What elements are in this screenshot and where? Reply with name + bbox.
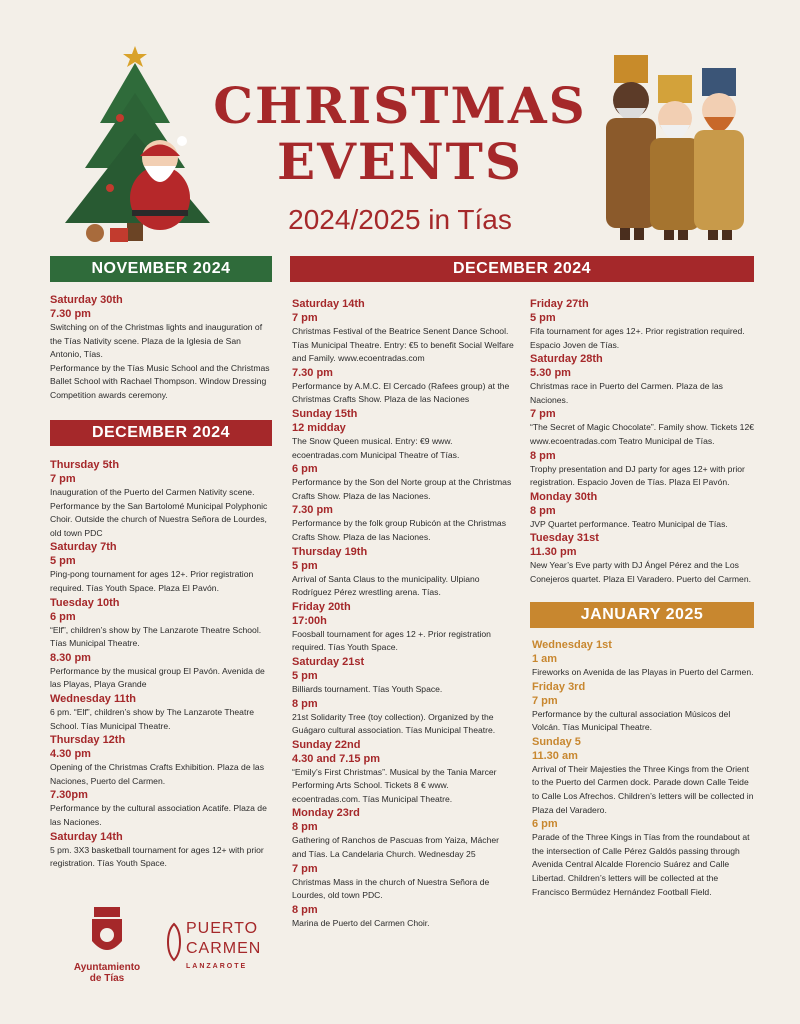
event-heading: 17:00h (292, 614, 327, 627)
event-heading: 5 pm (530, 312, 556, 324)
event-text: Performance by A.M.C. El Cercado (Rafees group) at the Christmas Crafts Show. Plaza de las Naciones (292, 380, 510, 405)
event-heading: 5 pm (50, 555, 76, 568)
event-heading: 6 pm (50, 610, 76, 623)
event-heading: 8 pm (530, 504, 556, 517)
event-text: Arrival of Santa Claus to the municipality. Ulpiano Rodríguez Pérez wrestling arena. Tías. (292, 573, 480, 598)
event-heading: 7 pm (292, 862, 318, 875)
event-text: Ping-pong tournament for ages 12+. Prior registration required. Tías Youth Space. Plaza El Pavón. (50, 569, 254, 593)
event-heading: Tuesday 10th (50, 596, 120, 609)
event-text: New Year’s Eve party with DJ Ángel Pérez and the Los Conejeros quartet. Plaza El Varadero. Puerto del Carmen. (530, 560, 752, 584)
event-heading: 4.30 pm (50, 748, 91, 761)
event-heading: Saturday 14th (50, 830, 123, 843)
event-text: “Elf”, children’s show by The Lanzarote Theatre School. Tías Municipal Theatre. (50, 624, 262, 649)
january-column (532, 638, 754, 899)
event-heading: 11.30 am (532, 749, 578, 762)
ayuntamiento-line-1: Ayuntamiento (73, 962, 141, 973)
event-heading: 8 pm (292, 903, 318, 916)
event-heading: Sunday 22nd (292, 738, 361, 751)
ayuntamiento-crest-icon (88, 905, 126, 961)
event-text: “The Secret of Magic Chocolate”. Family show. Tickets 12€ www.ecoentradas.com Teatro Municipal de Tías. (530, 422, 755, 446)
event-heading: 8 pm (530, 449, 556, 462)
event-text: Performance by the Tías Music School and the Christmas Ballet School with Rachael Thompson. Window Dressing Competition awards ceremony. (50, 362, 270, 400)
event-text: Gathering of Ranchos de Pascuas from Yaiza, Mácher and Tías. La Candelaria Church. Wednesday 25 (292, 835, 499, 860)
event-heading: 7.30 pm (50, 308, 91, 320)
event-text: Performance by the musical group El Pavón. Avenida de las Playas, Playa Grande (50, 665, 265, 690)
event-heading: Sunday 5 (532, 735, 581, 748)
event-text: Performance by the Son del Norte group at the Christmas Crafts Show. Plaza de las Naciones. (292, 477, 512, 501)
event-text: 21st Solidarity Tree (toy collection). Organized by the Guágaro cultural association. Tías Municipal Theatre. (292, 711, 496, 736)
event-heading: Saturday 7th (50, 541, 117, 554)
event-text: Christmas race in Puerto del Carmen. Plaza de las Naciones. (530, 381, 723, 405)
event-heading: Saturday 14th (292, 298, 365, 310)
event-heading: 11.30 pm (530, 546, 577, 559)
event-heading: 7.30pm (50, 789, 88, 802)
subtitle: 2024/2025 in Tías (288, 204, 512, 235)
event-heading: Saturday 30th (50, 294, 123, 306)
event-text: JVP Quartet performance. Teatro Municipal de Tías. (530, 518, 728, 529)
event-text: “Emily’s First Christmas”. Musical by the Tania Marcer Performing Arts School. Tickets 8 € www. ecoentradas.com. Tías Municipal Theatre. (292, 766, 497, 804)
pdc-line-2: CARMEN (186, 940, 262, 957)
event-heading: Friday 20th (292, 600, 351, 613)
event-heading: Monday 23rd (292, 807, 360, 820)
event-text: Trophy presentation and DJ party for ages 12+ with prior registration. Espacio Joven de Tías. Plaza El Pavón. (530, 463, 745, 488)
title-line-1: CHRISTMAS (213, 76, 587, 135)
event-text: Arrival of Their Majesties the Three Kings from the Orient to the Puerto del Carmen dock. Parade down Calle Teide to Calle Los Afrechos. Children’s letters will be collected in Plaza del Varadero. (532, 763, 754, 815)
november-band: NOVEMBER 2024 (50, 256, 272, 282)
event-heading: Saturday 21st (292, 655, 365, 668)
event-text: Marina de Puerto del Carmen Choir. (292, 917, 430, 928)
event-heading: 8 pm (292, 821, 318, 834)
puerto-del-carmen-logo-icon (164, 922, 184, 962)
event-heading: 12 midday (292, 421, 346, 434)
event-heading: 7.30 pm (292, 366, 333, 379)
event-text: Parade of the Three Kings in Tías from the roundabout at the intersection of Calle Pérez Galdós passing through Avenida Central Alcalde Florencio Suárez and Calle Libertad. Children’s letters will be collected at the Francisco Bermúdez Hernández Football Field. (532, 832, 750, 897)
event-heading: Thursday 5th (50, 459, 120, 471)
event-text: Opening of the Christmas Crafts Exhibition. Plaza de las Naciones, Puerto del Carmen. (50, 762, 264, 786)
event-heading: 7 pm (50, 473, 76, 485)
december-main-column (292, 297, 514, 930)
event-heading: Thursday 12th (50, 734, 126, 747)
event-heading: 7 pm (530, 408, 556, 421)
event-text: Fireworks on Avenida de las Playas in Puerto del Carmen. (532, 667, 754, 677)
event-heading: 5 pm (292, 559, 318, 572)
event-heading: 5 pm (292, 669, 318, 682)
event-heading: Monday 30th (530, 490, 598, 503)
event-text: The Snow Queen musical. Entry: €9 www. ecoentradas.com Municipal Theatre of Tías. (292, 435, 460, 460)
event-text: Christmas Mass in the church of Nuestra Señora de Lourdes, old town PDC. (292, 876, 490, 901)
event-text: Switching on of the Christmas lights and inauguration of the Tías Nativity scene. Plaza de la Iglesia de San Antonio, Tías. (50, 322, 263, 360)
december-left-column (50, 458, 272, 871)
event-text: Billiards tournament. Tías Youth Space. (292, 683, 443, 694)
january-band: JANUARY 2025 (530, 602, 754, 628)
title-line-2: EVENTS (276, 132, 524, 191)
event-heading: 8.30 pm (50, 651, 91, 664)
event-heading: Sunday 15th (292, 407, 358, 420)
event-heading: 7.30 pm (292, 504, 333, 517)
december-right-column (530, 297, 754, 587)
event-text: Foosball tournament for ages 12 +. Prior registration required. Tías Youth Space. (292, 628, 491, 653)
event-text: Christmas Festival of the Beatrice Senent Dance School. Tías Municipal Theatre. Entry: €5 to benefit Social Welfare and Family. www.ecoentradas.com (292, 326, 514, 364)
event-heading: 7 pm (292, 312, 318, 324)
event-text: 6 pm. “Elf”, children’s show by The Lanzarote Theatre School. Tías Municipal Theatre. (50, 706, 254, 731)
event-text: 5 pm. 3X3 basketball tournament for ages 12+ with prior registration. Tías Youth Space. (50, 844, 264, 869)
december-left-band: DECEMBER 2024 (50, 420, 272, 446)
event-heading: Friday 27th (530, 298, 589, 310)
event-text: Performance by the folk group Rubicón at the Christmas Crafts Show. Plaza de las Naciones. (292, 518, 506, 542)
event-heading: 4.30 and 7.15 pm (292, 752, 381, 765)
ayuntamiento-line-2: de Tías (89, 973, 125, 984)
event-heading: 7 pm (532, 694, 558, 707)
event-heading: 8 pm (292, 697, 318, 710)
event-text: Performance by the cultural association Acatife. Plaza de las Naciones. (50, 803, 267, 827)
event-heading: Thursday 19th (292, 545, 368, 558)
event-text: Performance by the cultural association Músicos del Volcán. Tías Municipal Theatre. (532, 708, 731, 733)
event-heading: Friday 3rd (532, 680, 586, 693)
event-heading: Tuesday 31st (530, 532, 599, 545)
event-text: Fifa tournament for ages 12+. Prior registration required. Espacio Joven de Tías. (530, 326, 745, 350)
pdc-line-3: LANZAROTE (186, 963, 248, 970)
event-heading: 6 pm (532, 818, 558, 831)
event-heading: Wednesday 1st (532, 639, 612, 651)
event-text: Inauguration of the Puerto del Carmen Nativity scene. Performance by the San Bartolomé Municipal Polyphonic Choir. Outside the church of Nuestra Señora de Lourdes, old town PDC (50, 487, 268, 538)
event-heading: 1 am (532, 653, 558, 665)
november-column (50, 293, 272, 403)
event-heading: 6 pm (292, 463, 318, 476)
december-main-band: DECEMBER 2024 (290, 256, 754, 282)
event-heading: Wednesday 11th (50, 692, 136, 705)
pdc-line-1: PUERTO (186, 920, 259, 937)
event-heading: 5.30 pm (530, 367, 571, 380)
event-heading: Saturday 28th (530, 353, 603, 366)
